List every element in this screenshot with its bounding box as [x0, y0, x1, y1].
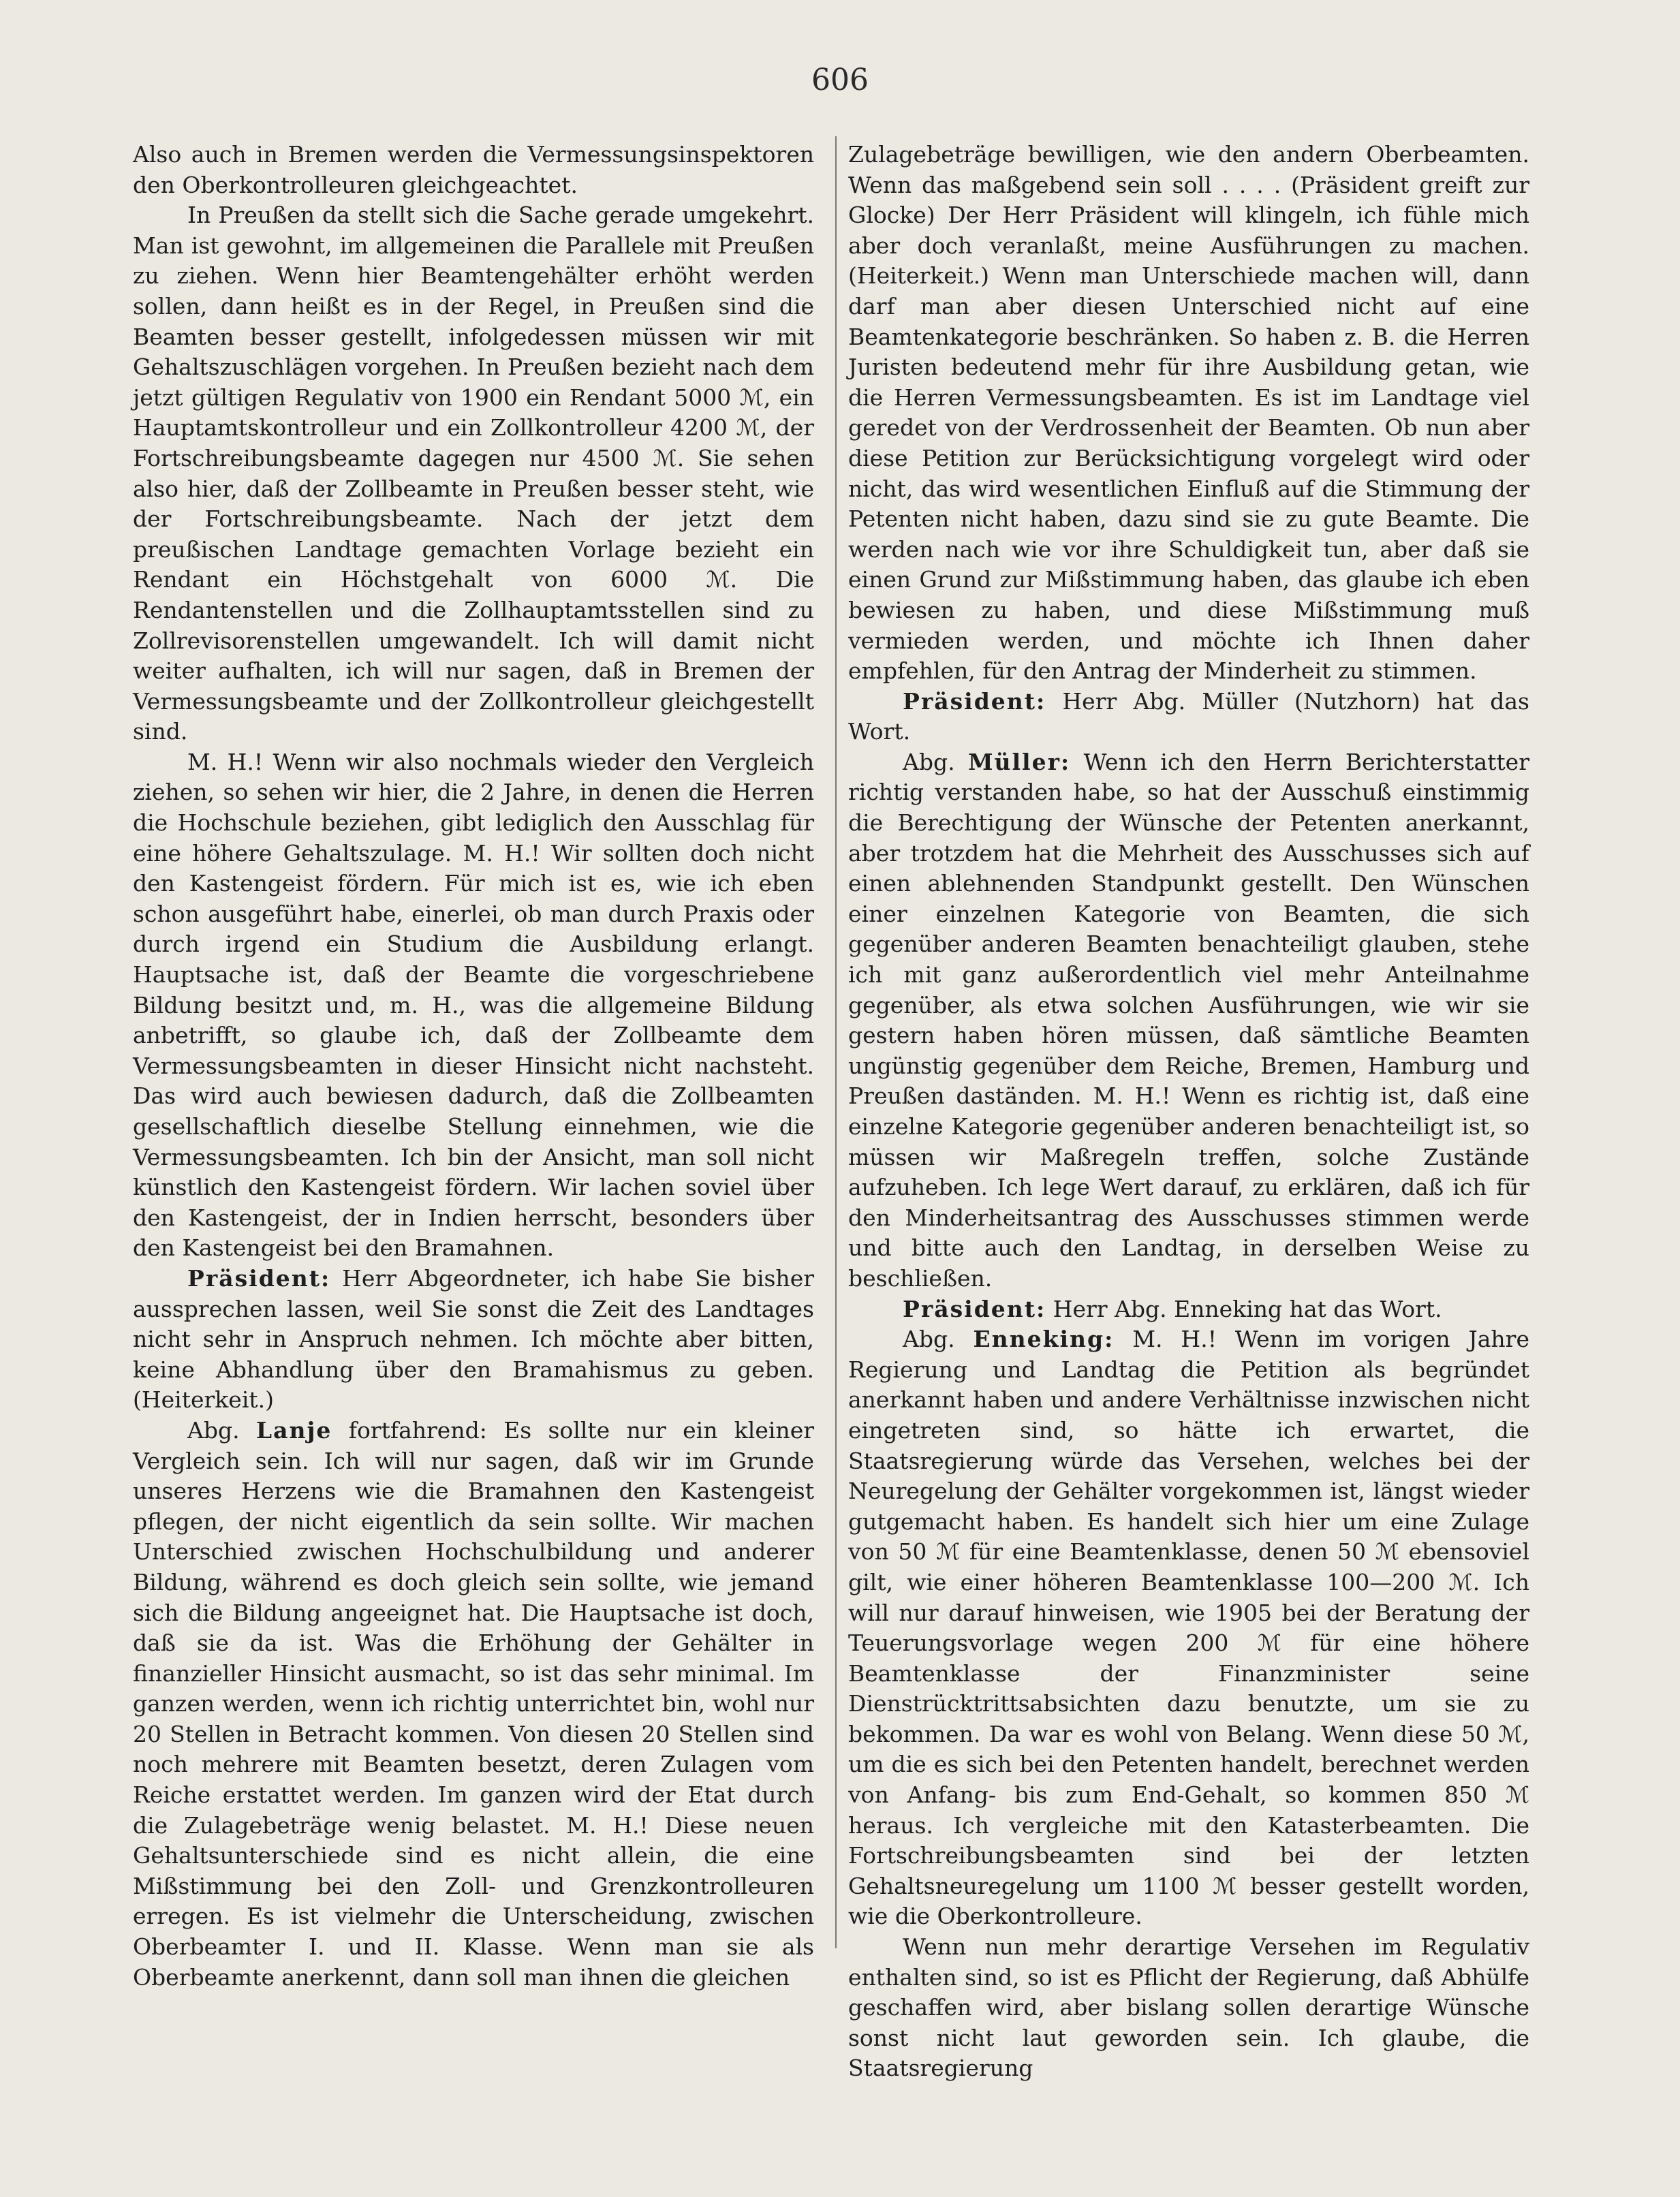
speaker-prefix: Abg.: [903, 748, 968, 775]
speech-text: Wenn ich den Herrn Berichterstatter richtig verstanden habe, so hat der Ausschuß einstimmig die Berechtigung der Wünsche der Petenten anerkannt, aber trotzdem hat die Mehrheit des Ausschusses sich auf einen ablehnenden Standpunkt gestellt. Den Wünschen einer einzelnen Kategorie von Beamten, die sich gegenüber anderen Beamten benachteiligt glauben, stehe ich mit ganz außerordentlich viel mehr Anteilnahme gegenüber, als etwa solchen Ausführungen, wie wir sie gestern haben hören müssen, daß sämtliche Beamten ungünstig gegenüber dem Reiche, Bremen, Hamburg und Preußen daständen. M. H.! Wenn es richtig ist, daß eine einzelne Kategorie gegenüber anderen benachteiligt ist, so müssen wir Maßregeln treffen, solche Zustände aufzuheben. Ich lege Wert darauf, zu erklären, daß ich für den Minderheitsantrag des Ausschusses stimmen werde und bitte auch den Landtag, in derselben Weise zu beschließen.: [848, 748, 1529, 1292]
speech-paragraph: [848, 1294, 1529, 1325]
left-column: [133, 140, 814, 1993]
speech-text: fortfahrend: Es sollte nur ein kleiner Vergleich sein. Ich will nur sagen, daß wir im Grunde unseres Herzens wie die Bramahnen den Kastengeist pflegen, der nicht eigentlich da sein sollte. Wir machen Unterschied zwischen Hochschulbildung und anderer Bildung, während es doch gleich sein sollte, wie jemand sich die Bildung angeeignet hat. Die Hauptsache ist doch, daß sie da ist. Was die Erhöhung der Gehälter in finanzieller Hinsicht ausmacht, so ist das sehr minimal. Im ganzen werden, wenn ich richtig unterrichtet bin, wohl nur 20 Stellen in Betracht kommen. Von diesen 20 Stellen sind noch mehrere mit Beamten besetzt, deren Zulagen vom Reiche erstattet werden. Im ganzen wird der Etat durch die Zulagebeträge wenig belastet. M. H.! Diese neuen Gehaltsunterschiede sind es nicht allein, die eine Mißstimmung bei den Zoll- und Grenzkontrolleuren erregen. Es ist vielmehr die Unterscheidung, zwischen Oberbeamter I. und II. Klasse. Wenn man sie als Oberbeamte anerkennt, dann soll man ihnen die gleichen: [133, 1416, 814, 1991]
speaker-name: Präsident:: [187, 1264, 331, 1292]
paragraph: Also auch in Bremen werden die Vermessungsinspektoren den Oberkontrolleuren gleichgeachtet.: [133, 141, 814, 198]
speech-paragraph: [848, 687, 1529, 747]
speaker-name: Müller:: [968, 748, 1071, 775]
speech-paragraph: [133, 1264, 814, 1416]
speaker-name: Präsident:: [903, 1295, 1046, 1322]
speech-text: Herr Abgeordneter, ich habe Sie bisher aussprechen lassen, weil Sie sonst die Zeit des Landtages nicht sehr in Anspruch nehmen. Ich möchte aber bitten, keine Abhandlung über den Bramahismus zu geben. (Heiterkeit.): [133, 1264, 814, 1414]
page-number: 606: [811, 63, 869, 97]
column-divider: [835, 136, 837, 1948]
speech-text: M. H.! Wenn im vorigen Jahre Regierung und Landtag die Petition als begründet anerkannt haben und andere Verhältnisse inzwischen nicht eingetreten sind, so hätte ich erwartet, die Staatsregierung würde das Versehen, welches bei der Neuregelung der Gehälter vorgekommen ist, längst wieder gutgemacht haben. Es handelt sich hier um eine Zulage von 50 ℳ für eine Beamtenklasse, denen 50 ℳ ebensoviel gilt, wie einer höheren Beamtenklasse 100—200 ℳ. Ich will nur darauf hinweisen, wie 1905 bei der Beratung der Teuerungsvorlage wegen 200 ℳ für eine höhere Beamtenklasse der Finanzminister seine Dienstrücktrittsabsichten dazu benutzte, um sie zu bekommen. Da war es wohl von Belang. Wenn diese 50 ℳ, um die es sich bei den Petenten handelt, berechnet werden von Anfang- bis zum End-Gehalt, so kommen 850 ℳ heraus. Ich vergleiche mit den Katasterbeamten. Die Fortschreibungsbeamten sind bei der letzten Gehaltsneuregelung um 1100 ℳ besser gestellt worden, wie die Oberkontrolleure.: [848, 1326, 1529, 1930]
paragraph: M. H.! Wenn wir also nochmals wieder den Vergleich ziehen, so sehen wir hier, die 2 Jahre, in denen die Herren die Hochschule beziehen, gibt lediglich den Ausschlag für eine höhere Gehaltszulage. M. H.! Wir sollten doch nicht den Kastengeist fördern. Für mich ist es, wie ich eben schon ausgeführt habe, einerlei, ob man durch Praxis oder durch irgend ein Studium die Ausbildung erlangt. Hauptsache ist, daß der Beamte die vorgeschriebene Bildung besitzt und, m. H., was die allgemeine Bildung anbetrifft, so glaube ich, daß der Zollbeamte dem Vermessungsbeamten in dieser Hinsicht nicht nachsteht. Das wird auch bewiesen dadurch, daß die Zollbeamten gesellschaftlich dieselbe Stellung einnehmen, wie die Vermessungsbeamten. Ich bin der Ansicht, man soll nicht künstlich den Kastengeist fördern. Wir lachen soviel über den Kastengeist, der in Indien herrscht, besonders über den Kastengeist bei den Bramahnen.: [133, 748, 814, 1262]
speech-paragraph: [848, 747, 1529, 1294]
right-column: [848, 140, 1529, 2084]
speaker-prefix: Abg.: [187, 1416, 256, 1444]
speech-paragraph: [848, 1324, 1529, 1932]
speaker-name: Enneking:: [973, 1326, 1115, 1353]
speech-text: Herr Abg. Müller (Nutzhorn) hat das Wort.: [848, 687, 1529, 745]
speech-text: Herr Abg. Enneking hat das Wort.: [1046, 1295, 1442, 1322]
paragraph: Zulagebeträge bewilligen, wie den andern Oberbeamten. Wenn das maßgebend sein soll . . . . (Präsident greift zur Glocke) Der Herr Präsident will klingeln, ich fühle mich aber doch veranlaßt, meine Ausführungen zu machen. (Heiterkeit.) Wenn man Unterschiede machen will, dann darf man aber diesen Unterschied nicht auf eine Beamtenkategorie beschränken. So haben z. B. die Herren Juristen bedeutend mehr für ihre Ausbildung getan, wie die Herren Vermessungsbeamten. Es ist im Landtage viel geredet von der Verdrossenheit der Beamten. Ob nun aber diese Petition zur Berücksichtigung vorgelegt wird oder nicht, das wird wesentlichen Einfluß auf die Stimmung der Petenten nicht haben, dazu sind sie zu gute Beamte. Die werden nach wie vor ihre Schuldigkeit tun, aber daß sie einen Grund zur Mißstimmung haben, das glaube ich eben bewiesen zu haben, und diese Mißstimmung muß vermieden werden, und möchte ich Ihnen daher empfehlen, für den Antrag der Minderheit zu stimmen.: [848, 141, 1529, 685]
paragraph: Wenn nun mehr derartige Versehen im Regulativ enthalten sind, so ist es Pflicht der Regierung, daß Abhülfe geschaffen wird, aber bislang sollen derartige Wünsche sonst nicht laut geworden sein. Ich glaube, die Staatsregierung: [848, 1933, 1529, 2082]
speech-paragraph: [133, 1416, 814, 1993]
speaker-prefix: Abg.: [903, 1326, 974, 1353]
speaker-name: Lanje: [255, 1416, 332, 1444]
paragraph: In Preußen da stellt sich die Sache gerade umgekehrt. Man ist gewohnt, im allgemeinen die Parallele mit Preußen zu ziehen. Wenn hier Beamtengehälter erhöht werden sollen, dann heißt es in der Regel, in Preußen sind die Beamten besser gestellt, infolgedessen müssen wir mit Gehaltszuschlägen vorgehen. In Preußen bezieht nach dem jetzt gültigen Regulativ von 1900 ein Rendant 5000 ℳ, ein Hauptamtskontrolleur und ein Zollkontrolleur 4200 ℳ, der Fortschreibungsbeamte dagegen nur 4500 ℳ. Sie sehen also hier, daß der Zollbeamte in Preußen besser steht, wie der Fortschreibungsbeamte. Nach der jetzt dem preußischen Landtage gemachten Vorlage bezieht ein Rendant ein Höchstgehalt von 6000 ℳ. Die Rendantenstellen und die Zollhauptamtsstellen sind zu Zollrevisorenstellen umgewandelt. Ich will damit nicht weiter aufhalten, ich will nur sagen, daß in Bremen der Vermessungsbeamte und der Zollkontrolleur gleichgestellt sind.: [133, 202, 814, 745]
speaker-name: Präsident:: [903, 687, 1046, 715]
